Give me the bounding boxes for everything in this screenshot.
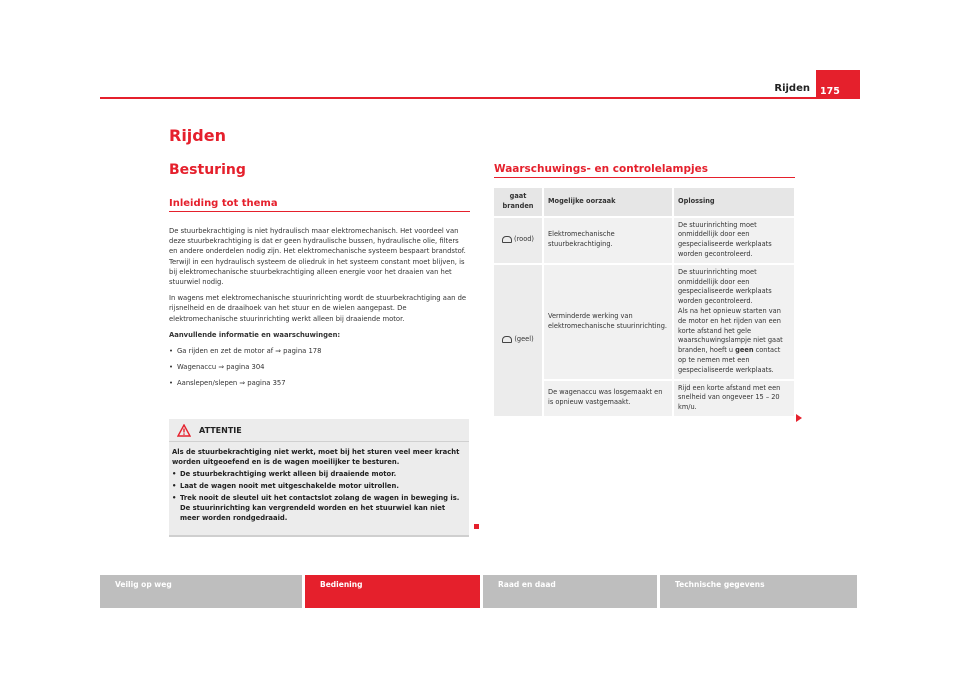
table-row (494, 264, 794, 380)
lamp-cell (494, 217, 543, 264)
warning-item: • Trek nooit de sleutel uit het contactslot zolang de wagen in beweging is. De stuurinrichting kan vergrendeld worden en het stuurwiel kan niet meer worden rondgedraaid. (172, 493, 463, 523)
column-header: Mogelijke oorzaak (543, 188, 673, 217)
warning-intro: Als de stuurbekrachtiging niet werkt, moet bij het sturen veel meer kracht worden uitgeoefend en is de wagen moeilijker te besturen. (172, 448, 460, 466)
header-rule (100, 97, 860, 99)
lamp-cell (494, 264, 543, 417)
section-title: Besturing (169, 162, 246, 178)
lamp-color: (rood) (514, 235, 534, 244)
warning-item: • De stuurbekrachtiging werkt alleen bij draaiende motor. (172, 469, 463, 479)
warning-item: • Laat de wagen nooit met uitgeschakelde motor uitrollen. (172, 481, 463, 491)
solution-text: De stuurinrichting moet onmiddellijk door een gespecialiseerde werkplaats worden gecontroleerd. (678, 267, 772, 306)
solution-cell: Rijd een korte afstand met een snelheid van ongeveer 15 – 20 km/u. (673, 380, 794, 417)
section-end-marker (474, 524, 479, 529)
warning-header (169, 419, 469, 442)
reference-list (169, 346, 469, 389)
footer-nav (100, 575, 857, 608)
intro-text (169, 226, 469, 395)
column-header: Oplossing (673, 188, 794, 217)
reference-link[interactable]: • Ga rijden en zet de motor af ⇒ pagina 178 (169, 346, 469, 356)
reference-link[interactable]: • Wagenaccu ⇒ pagina 304 (169, 362, 469, 372)
running-header: Rijden (774, 83, 810, 94)
warning-title: ATTENTIE (199, 426, 242, 435)
warning-text (169, 442, 469, 523)
tab-raad-en-daad[interactable]: Raad en daad (483, 575, 657, 608)
info-heading: Aanvullende informatie en waarschuwingen: (169, 330, 341, 339)
warning-box (169, 419, 469, 537)
cause-cell: Elektromechanische stuurbekrachtiging. (543, 217, 673, 264)
tab-veilig-op-weg[interactable]: Veilig op weg (100, 575, 302, 608)
lamps-heading: Waarschuwings- en controlelampjes (494, 163, 708, 175)
reference-link[interactable]: • Aanslepen/slepen ⇒ pagina 357 (169, 378, 469, 388)
steering-lamp-icon (502, 236, 512, 243)
tab-bediening[interactable]: Bediening (305, 575, 480, 608)
paragraph: De stuurbekrachtiging is niet hydraulisch maar elektromechanisch. Het voordeel van deze stuurbekrachtiging is dat er geen hydraulische bussen, hydraulische olie, filters en andere onderdelen nodig zijn. Het elektromechanische systeem bespaart brandstof. Terwijl in een hydraulisch systeem de oliedruk in het systeem constant moet blijven, is bij elektromechanische stuurbekrachtiging alleen energie voor het draaien van het stuurwiel nodig. (169, 227, 466, 287)
chapter-title: Rijden (169, 126, 226, 145)
paragraph: In wagens met elektromechanische stuurinrichting wordt de stuurbekrachtiging aan de rijsnelheid en de draaihoek van het stuur en de wielen aangepast. De elektromechanische stuurinrichting werkt alleen bij draaiende motor. (169, 294, 467, 323)
table-header-row (494, 188, 794, 217)
warning-list (172, 469, 463, 523)
solution-text-part: contact op te nemen met een gespecialiseerde werkplaats. (678, 346, 781, 374)
column-header: gaat branden (494, 188, 543, 217)
steering-lamp-icon (502, 336, 512, 343)
solution-cell: De stuurinrichting moet onmiddellijk door een gespecialiseerde werkplaats worden gecontroleerd. (673, 217, 794, 264)
solution-text-part: Als na het opnieuw starten van de motor en het rijden van een korte afstand het gele waarschuwingslampje niet gaat branden, hoeft u (678, 306, 783, 355)
solution-text (678, 307, 790, 376)
warning-triangle-icon (177, 424, 191, 437)
page-number: 175 (816, 70, 860, 99)
subsection-rule (169, 211, 470, 212)
lamps-table (494, 188, 794, 418)
table-row (494, 217, 794, 264)
solution-emphasis: geen (735, 346, 754, 355)
subsection-title: Inleiding tot thema (169, 198, 278, 209)
solution-cell (673, 264, 794, 380)
cause-cell: Verminderde werking van elektromechanische stuurinrichting. (543, 264, 673, 380)
continue-arrow-icon (796, 414, 802, 422)
lamps-rule (494, 177, 795, 178)
lamp-color: (geel) (514, 335, 534, 344)
tab-technische-gegevens[interactable]: Technische gegevens (660, 575, 857, 608)
cause-cell: De wagenaccu was losgemaakt en is opnieuw vastgemaakt. (543, 380, 673, 417)
